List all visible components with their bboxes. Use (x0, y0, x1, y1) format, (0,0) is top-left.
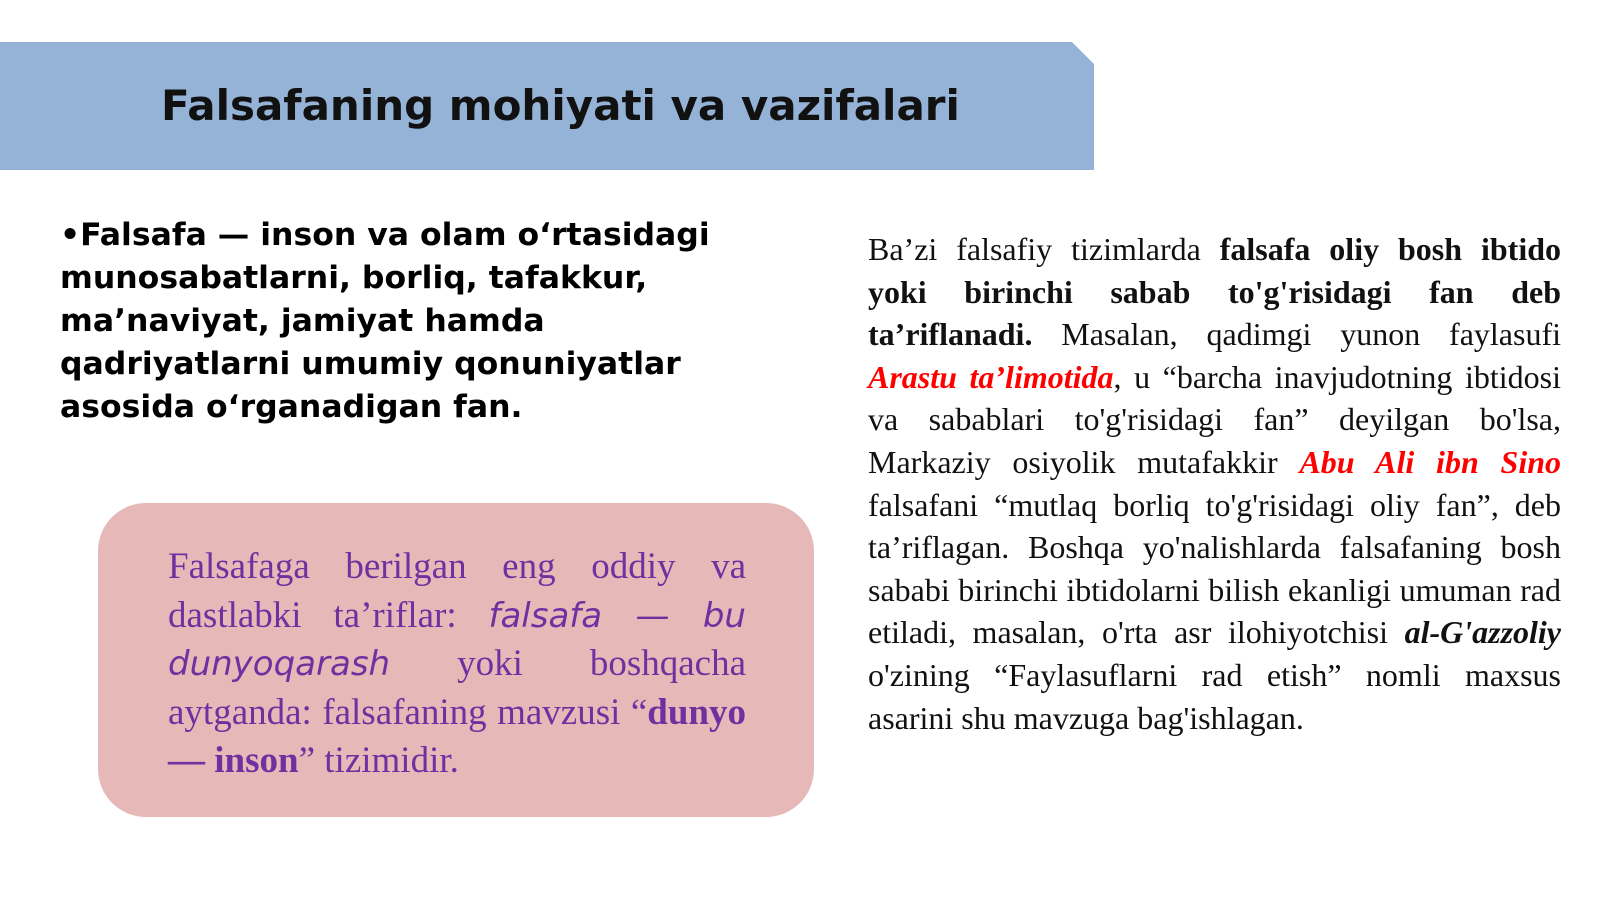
callout-text (168, 543, 746, 786)
explanation-text-3: , u “barcha inavjudotning ibtidosi va sabablari to'g'risidagi fan” deyilgan bo'lsa, Markaziy osiyolik mutafakkir (868, 358, 1561, 480)
highlight-al-gazzoliy: al-G'azzoliy (1404, 614, 1561, 651)
explanation-paragraph (868, 228, 1561, 739)
explanation-text-4: falsafani “mutlaq borliq to'g'risidagi oliy fan”, deb ta’riflagan. Boshqa yo'nalishlarda falsafaning bosh sababi birinchi ibtidolarni bilish ekanligi umuman rad etiladi, masalan, o'rta asr ilohiyotchisi (868, 486, 1561, 651)
callout-text-part3: ” tizimidir. (298, 740, 459, 781)
callout-bold-phrase: dunyo — inson (168, 691, 746, 781)
explanation-bold-definition: falsafa oliy bosh ibtido yoki birinchi sabab to'g'risidagi fan deb ta’riflanadi. (868, 231, 1562, 353)
callout-text-part2: yoki boshqacha aytganda: falsafaning mavzusi “ (168, 643, 746, 733)
definition-paragraph: •Falsafa — inson va olam o‘rtasidagi munosabatlarni, borliq, tafakkur, ma’naviyat, jamiyat hamda qadriyatlarni umumiy qonuniyatlar asosida o‘rganadigan fan. (60, 217, 710, 425)
highlight-arastu: Arastu ta’limotida (868, 358, 1114, 395)
callout-text-part1: Falsafaga berilgan eng oddiy va dastlabki ta’riflar: (168, 546, 746, 636)
explanation-text-5: o'zining “Faylasuflarni rad etish” nomli maxsus asarini shu mavzuga bag'ishlagan. (868, 656, 1561, 736)
explanation-text-2: Masalan, qadimgi yunon faylasufi (1032, 316, 1561, 353)
explanation-text-1: Ba’zi falsafiy tizimlarda (868, 231, 1220, 267)
callout-italic-phrase: falsafa — bu dunyoqarash (168, 595, 746, 684)
highlight-ibn-sino: Abu Ali ibn Sino (1299, 443, 1561, 480)
slide-title: Falsafaning mohiyati va vazifalari (161, 81, 960, 130)
